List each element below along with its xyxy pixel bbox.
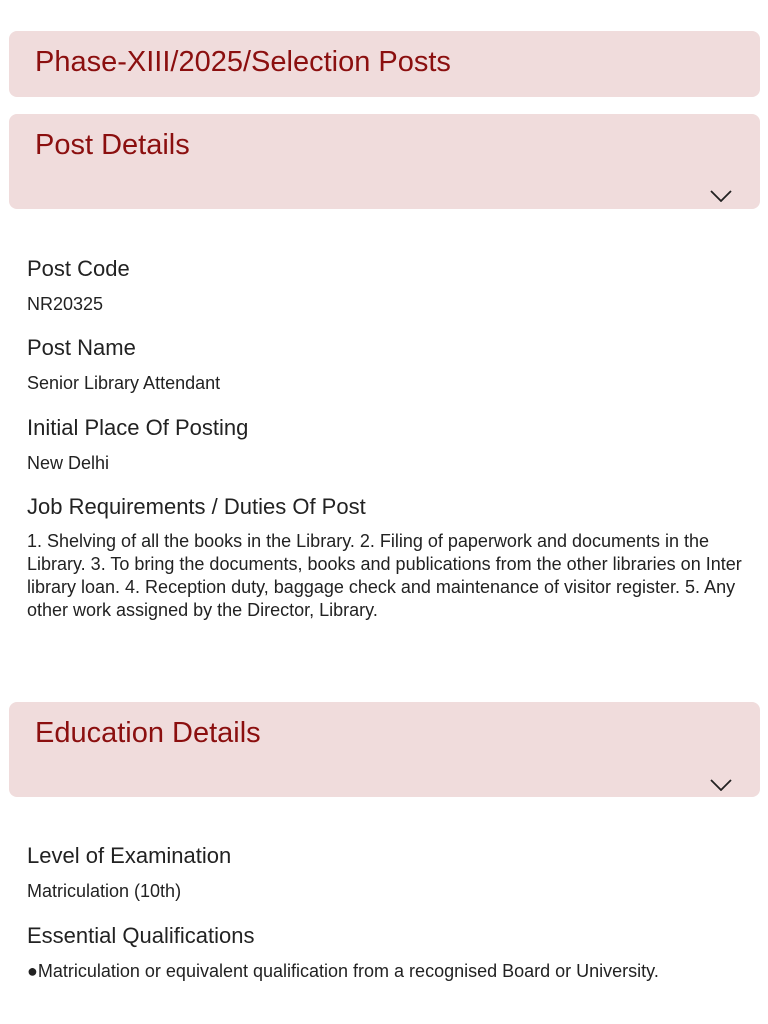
post-code-value: NR20325	[27, 294, 104, 314]
posting-label: Initial Place Of Posting	[27, 415, 249, 440]
phase-banner	[9, 31, 760, 97]
chevron-down-icon[interactable]	[710, 779, 732, 791]
post-details-content	[27, 255, 747, 622]
post-name-value: Senior Library Attendant	[27, 373, 221, 393]
education-details-content	[27, 842, 747, 983]
posting-value: New Delhi	[27, 453, 110, 473]
post-code-label: Post Code	[27, 256, 130, 281]
education-details-title: Education Details	[35, 717, 261, 749]
chevron-down-icon[interactable]	[710, 190, 732, 202]
qualifications-label: Essential Qualifications	[27, 923, 255, 948]
education-details-accordion-header[interactable]	[9, 702, 760, 797]
post-name-label: Post Name	[27, 335, 136, 360]
level-label: Level of Examination	[27, 843, 232, 868]
duties-value: 1. Shelving of all the books in the Library. 2. Filing of paperwork and documents in the Library. 3. To bring the documents, books and publications from the other libraries on Inter library loan. 4. Reception duty, baggage check and maintenance of visitor register. 5. Any other work assigned by the Director, Library.	[27, 531, 742, 620]
post-details-title: Post Details	[35, 129, 190, 161]
post-details-accordion-header[interactable]	[9, 114, 760, 209]
qualifications-value: ●Matriculation or equivalent qualification from a recognised Board or University.	[27, 961, 659, 981]
level-value: Matriculation (10th)	[27, 881, 182, 901]
duties-label: Job Requirements / Duties Of Post	[27, 494, 366, 519]
phase-title: Phase-XIII/2025/Selection Posts	[35, 46, 451, 78]
